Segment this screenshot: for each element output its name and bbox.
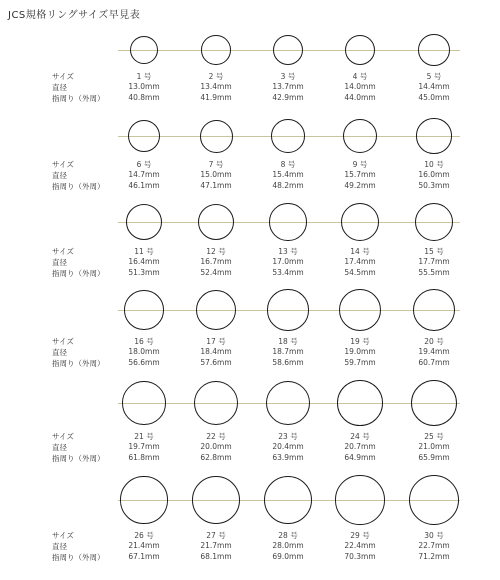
circumference-value: 58.6mm	[272, 358, 304, 368]
circumference-value: 64.9mm	[344, 453, 376, 463]
diameter-value: 17.0mm	[272, 257, 304, 267]
circumference-value: 46.1mm	[128, 180, 160, 190]
diameter-value: 18.4mm	[200, 347, 232, 357]
ring-circle	[194, 381, 238, 425]
size-label: 19 号	[350, 337, 370, 347]
ring-circle	[120, 476, 167, 523]
diameter-value: 28.0mm	[272, 540, 304, 550]
ring-circle	[267, 289, 308, 330]
diameter-value: 20.7mm	[344, 442, 376, 452]
circumference-value: 63.9mm	[272, 453, 304, 463]
diameter-value: 15.7mm	[344, 169, 376, 179]
size-label: 13 号	[278, 247, 298, 257]
size-label: 26 号	[134, 530, 154, 540]
size-label: 8 号	[280, 159, 296, 169]
row-label-size: サイズ	[52, 159, 74, 169]
circumference-value: 62.8mm	[200, 453, 232, 463]
diameter-value: 21.0mm	[418, 442, 450, 452]
size-label: 24 号	[350, 432, 370, 442]
ring-circle	[196, 290, 236, 330]
ring-circle	[271, 119, 305, 153]
size-label: 5 号	[426, 71, 442, 81]
diameter-value: 20.4mm	[272, 442, 304, 452]
row-label-diameter: 直径	[52, 258, 67, 268]
circumference-value: 68.1mm	[200, 551, 232, 561]
size-label: 21 号	[134, 432, 154, 442]
circumference-value: 54.5mm	[344, 268, 376, 278]
size-label: 4 号	[352, 71, 368, 81]
circumference-value: 50.3mm	[418, 180, 450, 190]
diameter-value: 19.0mm	[344, 347, 376, 357]
circumference-value: 44.0mm	[344, 92, 376, 102]
row-label-size: サイズ	[52, 247, 74, 257]
ring-circle	[415, 203, 454, 242]
ring-circle	[343, 119, 378, 154]
ring-circle	[192, 476, 240, 524]
diameter-value: 15.0mm	[200, 169, 232, 179]
diameter-value: 15.4mm	[272, 169, 304, 179]
row-label-diameter: 直径	[52, 541, 67, 551]
ring-circle	[337, 380, 383, 426]
size-label: 28 号	[278, 530, 298, 540]
ring-circle	[130, 36, 159, 65]
size-label: 7 号	[208, 159, 224, 169]
size-label: 27 号	[206, 530, 226, 540]
size-label: 20 号	[424, 337, 444, 347]
row-label-circumference: 指周り（外周）	[52, 359, 105, 369]
size-label: 10 号	[424, 159, 444, 169]
diameter-value: 17.7mm	[418, 257, 450, 267]
size-label: 9 号	[352, 159, 368, 169]
ring-circle	[269, 203, 306, 240]
diameter-value: 19.4mm	[418, 347, 450, 357]
row-label-size: サイズ	[52, 432, 74, 442]
circumference-value: 70.3mm	[344, 551, 376, 561]
circumference-value: 69.0mm	[272, 551, 304, 561]
ring-circle	[418, 34, 450, 66]
circumference-value: 52.4mm	[200, 268, 232, 278]
circumference-value: 53.4mm	[272, 268, 304, 278]
size-label: 11 号	[134, 247, 154, 257]
circumference-value: 51.3mm	[128, 268, 160, 278]
size-label: 30 号	[424, 530, 444, 540]
ring-circle	[126, 204, 162, 240]
row-label-diameter: 直径	[52, 82, 67, 92]
ring-circle	[341, 203, 379, 241]
diameter-value: 20.0mm	[200, 442, 232, 452]
diameter-value: 14.7mm	[128, 169, 160, 179]
diameter-value: 14.4mm	[418, 81, 450, 91]
circumference-value: 48.2mm	[272, 180, 304, 190]
diameter-value: 21.4mm	[128, 540, 160, 550]
ring-circle	[128, 120, 160, 152]
circumference-value: 67.1mm	[128, 551, 160, 561]
size-label: 16 号	[134, 337, 154, 347]
ring-circle	[198, 204, 235, 241]
size-label: 25 号	[424, 432, 444, 442]
size-label: 2 号	[208, 71, 224, 81]
row-label-circumference: 指周り（外周）	[52, 93, 105, 103]
diameter-value: 19.7mm	[128, 442, 160, 452]
circumference-value: 41.9mm	[200, 92, 232, 102]
circumference-value: 40.8mm	[128, 92, 160, 102]
size-label: 17 号	[206, 337, 226, 347]
ring-circle	[411, 380, 457, 426]
diameter-value: 18.7mm	[272, 347, 304, 357]
size-label: 1 号	[136, 71, 152, 81]
row-label-size: サイズ	[52, 530, 74, 540]
circumference-value: 60.7mm	[418, 358, 450, 368]
diameter-value: 22.4mm	[344, 540, 376, 550]
ring-circle	[266, 381, 311, 426]
circumference-value: 57.6mm	[200, 358, 232, 368]
diameter-value: 16.7mm	[200, 257, 232, 267]
size-label: 15 号	[424, 247, 444, 257]
circumference-value: 55.5mm	[418, 268, 450, 278]
ring-circle	[273, 35, 303, 65]
ring-circle	[335, 475, 384, 524]
row-label-diameter: 直径	[52, 348, 67, 358]
size-label: 12 号	[206, 247, 226, 257]
diameter-value: 14.0mm	[344, 81, 376, 91]
row-label-circumference: 指周り（外周）	[52, 454, 105, 464]
ring-circle	[122, 381, 165, 424]
size-label: 18 号	[278, 337, 298, 347]
row-label-diameter: 直径	[52, 170, 67, 180]
ring-circle	[413, 289, 456, 332]
diameter-value: 16.0mm	[418, 169, 450, 179]
row-label-size: サイズ	[52, 337, 74, 347]
row-label-size: サイズ	[52, 71, 74, 81]
size-label: 6 号	[136, 159, 152, 169]
row-label-diameter: 直径	[52, 443, 67, 453]
size-label: 14 号	[350, 247, 370, 257]
diameter-value: 13.0mm	[128, 81, 160, 91]
size-label: 3 号	[280, 71, 296, 81]
ring-circle	[345, 35, 376, 66]
circumference-value: 65.9mm	[418, 453, 450, 463]
circumference-value: 59.7mm	[344, 358, 376, 368]
circumference-value: 71.2mm	[418, 551, 450, 561]
diameter-value: 17.4mm	[344, 257, 376, 267]
ring-circle	[201, 35, 230, 64]
row-label-circumference: 指周り（外周）	[52, 269, 105, 279]
size-label: 22 号	[206, 432, 226, 442]
circumference-value: 61.8mm	[128, 453, 160, 463]
circumference-value: 49.2mm	[344, 180, 376, 190]
size-label: 29 号	[350, 530, 370, 540]
circumference-value: 42.9mm	[272, 92, 304, 102]
size-label: 23 号	[278, 432, 298, 442]
row-label-circumference: 指周り（外周）	[52, 181, 105, 191]
diameter-value: 13.4mm	[200, 81, 232, 91]
diameter-value: 22.7mm	[418, 540, 450, 550]
ring-circle	[416, 118, 451, 153]
page-title: JCS規格リングサイズ早見表	[8, 10, 141, 21]
diameter-value: 16.4mm	[128, 257, 160, 267]
circumference-value: 45.0mm	[418, 92, 450, 102]
ring-circle	[124, 290, 164, 330]
ring-circle	[339, 289, 381, 331]
circumference-value: 47.1mm	[200, 180, 232, 190]
diameter-value: 13.7mm	[272, 81, 304, 91]
circumference-value: 56.6mm	[128, 358, 160, 368]
ring-circle	[264, 476, 312, 524]
diameter-value: 21.7mm	[200, 540, 232, 550]
diameter-value: 18.0mm	[128, 347, 160, 357]
ring-circle	[200, 120, 233, 153]
row-label-circumference: 指周り（外周）	[52, 552, 105, 562]
ring-circle	[409, 475, 459, 525]
